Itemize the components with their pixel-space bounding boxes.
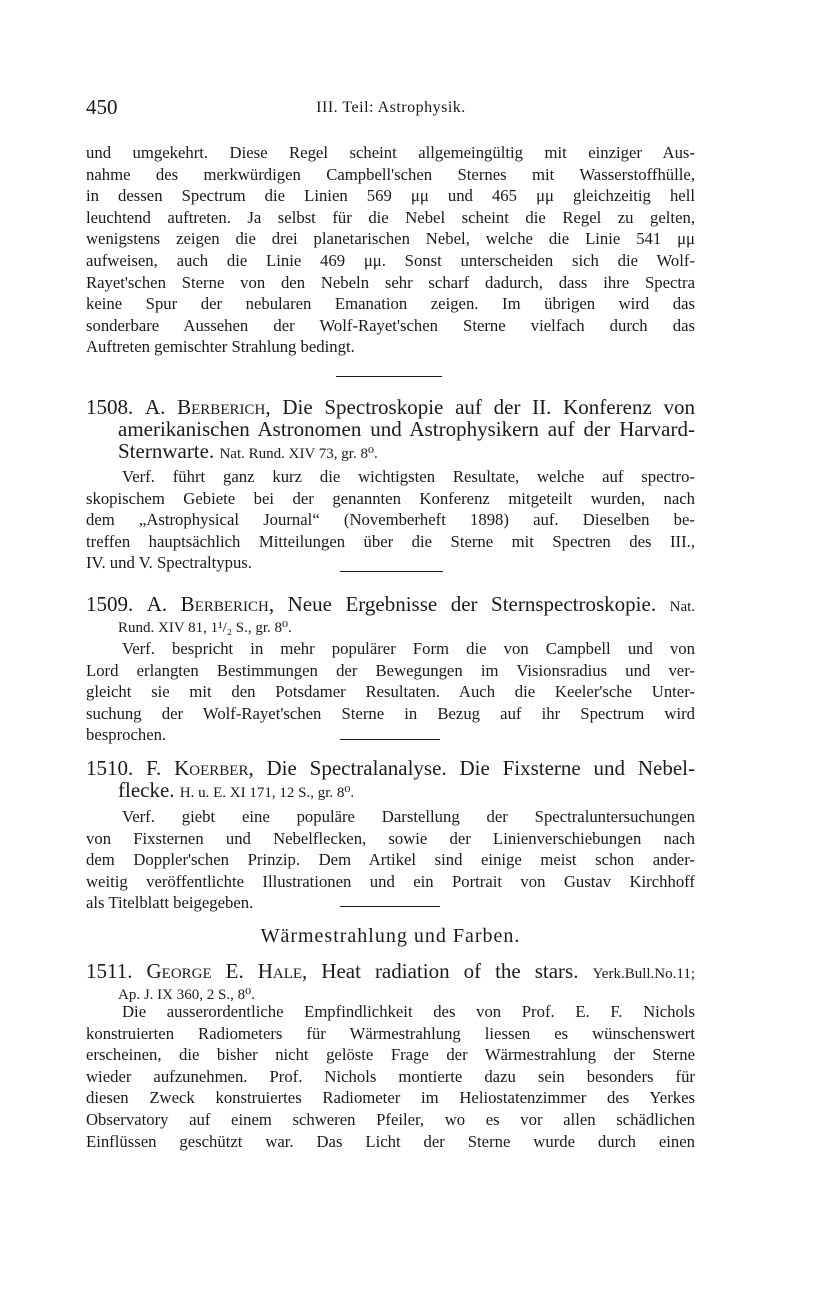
entry-1508-body — [86, 466, 695, 574]
entry-1510-heading — [86, 757, 695, 804]
entry-1511-heading — [86, 960, 695, 1005]
text-line: konstruierten Radiometers für Wärmestrahlung liessen es wünschenswert — [86, 1023, 695, 1043]
text-line: skopischem Gebiete bei der genannten Konferenz mitgeteilt wurden, nach — [86, 488, 695, 508]
text-line: leuchtend auftreten. Ja selbst für die Nebel scheint die Regel zu gelten, — [86, 207, 695, 227]
entry-author: George E. Hale, — [146, 959, 308, 983]
text-line: treffen hauptsächlich Mitteilungen über die Sterne mit Spectren des III., — [86, 531, 695, 551]
text-line: als Titelblatt beigegeben. — [86, 893, 254, 913]
entry-title: Heat radiation of the stars. — [321, 959, 579, 983]
entry-title: Die Spectroskopie auf der II. Konferenz von — [282, 395, 695, 419]
text-line: diesen Zweck konstruiertes Radiometer im Heliostatenzimmer des Yerkes — [86, 1088, 695, 1108]
entry-number: 1510. — [86, 756, 134, 780]
section-title: Wärmestrahlung und Farben. — [260, 925, 521, 947]
entry-number: 1509. — [86, 592, 134, 616]
text-line: von Fixsternen und Nebelflecken, sowie der Linienverschiebungen nach — [86, 828, 695, 848]
text-line: IV. und V. Spectraltypus. — [86, 553, 252, 573]
entry-title-end: Sternwarte. — [118, 439, 215, 463]
entry-author: A. Berberich, — [144, 395, 271, 419]
entry-1511-body — [86, 1001, 695, 1152]
text-line: Verf. bespricht in mehr populärer Form die von Campbell und von — [122, 639, 695, 658]
text-line: weitig veröffentlichte Illustrationen und ein Portrait von Gustav Kirchhoff — [86, 871, 695, 891]
entry-reference: Ap. J. IX 360, 2 S., 8⁰. — [118, 987, 255, 1003]
page-number: 450 — [86, 95, 118, 119]
page-header — [86, 95, 696, 125]
text-line: Lord erlangten Bestimmungen der Bewegungen im Visionsradius und ver- — [86, 660, 695, 680]
entry-1509-heading — [86, 593, 695, 638]
text-line: dem Doppler'schen Prinzip. Dem Artikel sind einige meist schon ander- — [86, 850, 695, 870]
text-line: Rayet'schen Sterne von den Nebeln sehr scharf dadurch, dass ihre Spectra — [86, 272, 695, 292]
text-line: Verf. führt ganz kurz die wichtigsten Resultate, welche auf spectro- — [122, 467, 695, 486]
text-line: und umgekehrt. Diese Regel scheint allgemeingültig mit einziger Aus- — [86, 143, 695, 162]
entry-author: F. Koerber, — [146, 756, 254, 780]
text-line: nahme des merkwürdigen Campbell'schen Sternes mit Wasserstoffhülle, — [86, 164, 695, 184]
text-line: sonderbare Aussehen der Wolf-Rayet'schen Sterne vielfach durch das — [86, 315, 695, 335]
entry-reference-start: Yerk.Bull.No.11; — [592, 966, 695, 982]
text-line: keine Spur der nebularen Emanation zeigen. Im übrigen wird das — [86, 294, 695, 314]
text-line: erscheinen, die bisher nicht gelöste Frage der Wärmestrahlung der Sterne — [86, 1045, 695, 1065]
text-line: Einflüssen geschützt war. Das Licht der Sterne wurde durch einen — [86, 1131, 695, 1151]
entry-reference: Rund. XIV 81, 1¹/₂ S., gr. 8⁰. — [118, 620, 292, 636]
text-line: gleicht sie mit den Potsdamer Resultaten. Auch die Keeler'sche Unter- — [86, 682, 695, 702]
text-line: Auftreten gemischter Strahlung bedingt. — [86, 337, 355, 357]
entry-author: A. Berberich, — [146, 592, 275, 616]
text-line: wieder aufzunehmen. Prof. Nichols montierte dazu sein besonders für — [86, 1066, 695, 1086]
entry-number: 1511. — [86, 959, 133, 983]
entry-title: Neue Ergebnisse der Sternspectroskopie. — [287, 592, 657, 616]
text-line: Die ausserordentliche Empfindlichkeit des von Prof. E. F. Nichols — [122, 1002, 695, 1021]
separator-rule — [340, 906, 440, 907]
text-line: Verf. giebt eine populäre Darstellung der Spectraluntersuchungen — [122, 807, 695, 826]
intro-paragraph — [86, 142, 695, 358]
entry-number: 1508. — [86, 395, 134, 419]
running-head: III. Teil: Astrophysik. — [316, 99, 466, 116]
entry-title: Die Spectralanalyse. Die Fixsterne und Nebel- — [266, 756, 695, 780]
entry-1508-heading — [86, 396, 695, 465]
separator-rule — [340, 739, 440, 740]
entry-title-line: amerikanischen Astronomen und Astrophysikern auf der Harvard- — [118, 417, 695, 441]
text-line: wenigstens zeigen die drei planetarischen Nebel, welche die Linie 541 μμ — [86, 229, 695, 249]
separator-rule — [340, 571, 443, 572]
text-line: aufweisen, auch die Linie 469 μμ. Sonst unterscheiden sich die Wolf- — [86, 250, 695, 270]
entry-1510-body — [86, 806, 695, 914]
text-line: suchung der Wolf-Rayet'schen Sterne in Bezug auf ihr Spectrum wird — [86, 703, 695, 723]
entry-title-end: flecke. — [118, 778, 175, 802]
entry-reference: Nat. Rund. XIV 73, gr. 8⁰. — [219, 446, 378, 462]
entry-reference-start: Nat. — [669, 599, 696, 615]
text-line: besprochen. — [86, 725, 167, 745]
entry-reference: H. u. E. XI 171, 12 S., gr. 8⁰. — [179, 785, 355, 801]
text-line: Observatory auf einem schweren Pfeiler, wo es vor allen schädlichen — [86, 1109, 695, 1129]
text-line: dem „Astrophysical Journal“ (Novemberheft 1898) auf. Dieselben be- — [86, 510, 695, 530]
separator-rule — [336, 376, 442, 377]
text-line: in dessen Spectrum die Linien 569 μμ und 465 μμ gleichzeitig hell — [86, 186, 695, 206]
entry-1509-body — [86, 638, 695, 746]
